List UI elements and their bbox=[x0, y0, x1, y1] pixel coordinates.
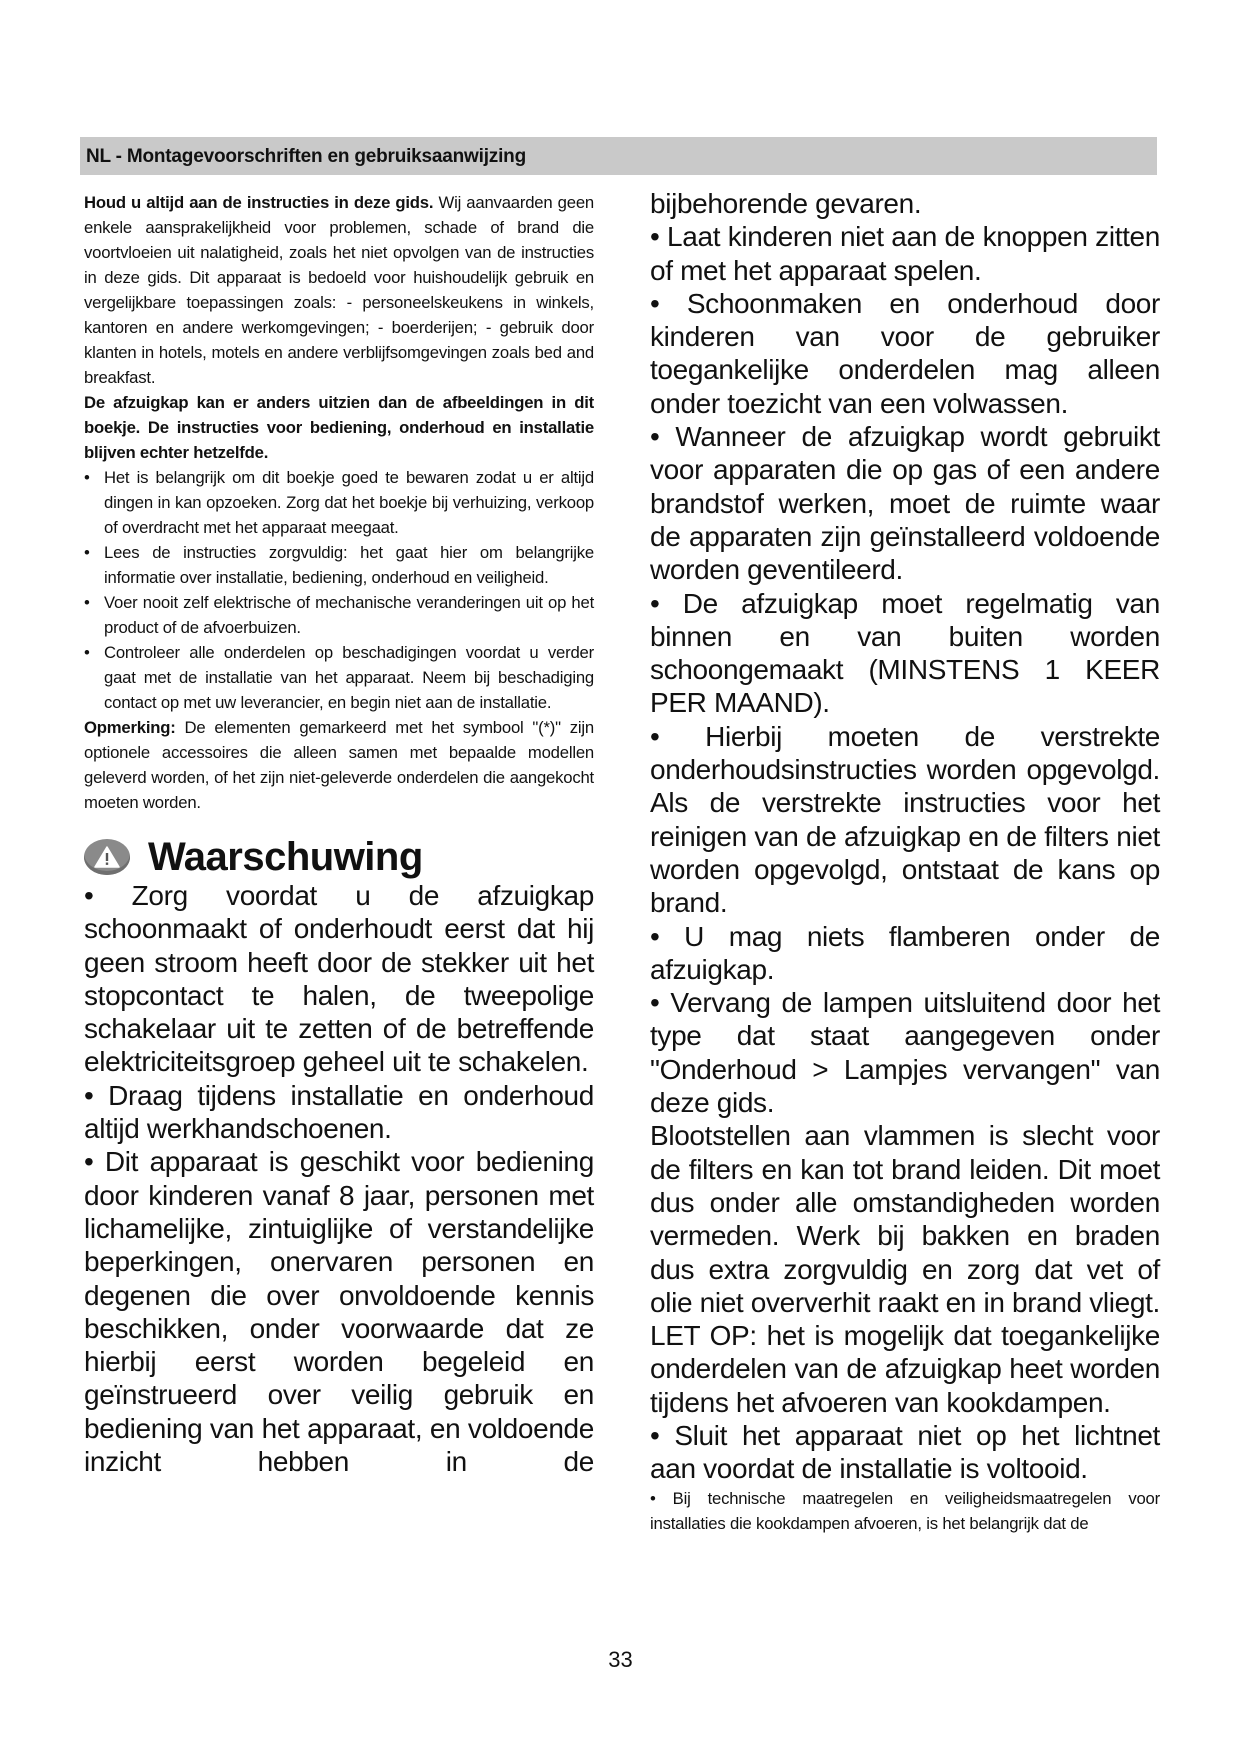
warning-triangle-icon bbox=[84, 839, 130, 875]
right-tail bbox=[650, 1486, 1160, 1536]
section-title: NL - Montagevoorschriften en gebruiksaanwijzing bbox=[86, 146, 526, 167]
intro-paragraph bbox=[84, 190, 594, 390]
right-paragraph: LET OP: het is mogelijk dat toegankelijke onderdelen van de afzuigkap heet worden tijdens het afvoeren van kookdampen. bbox=[650, 1320, 1160, 1418]
remark-text: De elementen gemarkeerd met het symbool "(*)" zijn optionele accessoires die alleen samen met bepaalde modellen geleverd worden, of het zijn niet-geleverde onderdelen die aangekocht moeten worden. bbox=[84, 718, 594, 812]
page-number: 33 bbox=[608, 1647, 633, 1672]
right-text bbox=[650, 187, 1160, 1486]
warning-paragraph: • Draag tijdens installatie en onderhoud altijd werkhandschoenen. bbox=[84, 1079, 594, 1145]
intro-block bbox=[84, 190, 594, 815]
remark-label: Opmerking: bbox=[84, 718, 176, 737]
right-paragraph: • De afzuigkap moet regelmatig van binnen en van buiten worden schoongemaakt (MINSTENS 1 KEER PER MAAND). bbox=[650, 587, 1160, 719]
warning-text bbox=[84, 879, 594, 1478]
right-paragraph: Blootstellen aan vlammen is slecht voor de filters en kan tot brand leiden. Dit moet dus onder alle omstandigheden worden vermeden. Werk bij bakken en braden dus extra zorgvuldig en zorg dat vet of olie niet oververhit raakt en in brand vliegt. bbox=[650, 1120, 1160, 1318]
tail-paragraph: • Bij technische maatregelen en veiligheidsmaatregelen voor installaties die kookdampen afvoeren, is het belangrijk dat de bbox=[650, 1488, 1160, 1533]
instruction-list bbox=[84, 465, 594, 715]
warning-paragraph: • Dit apparaat is geschikt voor bediening door kinderen vanaf 8 jaar, personen met lichamelijke, zintuiglijke of verstandelijke beperkingen, onervaren personen en degenen die over onvoldoende kennis beschikken, onder voorwaarde dat ze hierbij eerst worden begeleid en geïnstrueerd over veilig gebruik en bediening van het apparaat, en voldoende inzicht hebben in de bbox=[84, 1146, 594, 1478]
left-column bbox=[84, 190, 594, 1478]
section-header bbox=[80, 137, 1157, 175]
list-item: • Controleer alle onderdelen op beschadigingen voordat u verder gaat met de installatie van het apparaat. Neem bij beschadiging contact op met uw leverancier, en begin niet aan de installatie. bbox=[84, 640, 594, 715]
notice-paragraph: De afzuigkap kan er anders uitzien dan de afbeeldingen in dit boekje. De instructies voor bediening, onderhoud en installatie blijven echter hetzelfde. bbox=[84, 393, 594, 462]
warning-heading bbox=[84, 835, 594, 879]
right-paragraph: • Wanneer de afzuigkap wordt gebruikt voor apparaten die op gas of een andere brandstof werken, moet de ruimte waar de apparaten zijn geïnstalleerd voldoende worden geventileerd. bbox=[650, 421, 1160, 586]
remark-paragraph bbox=[84, 715, 594, 815]
warning-title: Waarschuwing bbox=[148, 835, 423, 879]
right-column bbox=[650, 187, 1160, 1536]
right-paragraph: • Hierbij moeten de verstrekte onderhoudsinstructies worden opgevolgd. Als de verstrekte instructies voor het reinigen van de afzuigkap en de filters niet worden opgevolgd, ontstaat de kans op brand. bbox=[650, 720, 1160, 919]
right-paragraph: • Schoonmaken en onderhoud door kinderen van voor de gebruiker toegankelijke onderdelen mag alleen onder toezicht van een volwassen. bbox=[650, 287, 1160, 419]
right-paragraph: bijbehorende gevaren. bbox=[650, 188, 922, 219]
list-item: • Voer nooit zelf elektrische of mechanische veranderingen uit op het product of de afvoerbuizen. bbox=[84, 590, 594, 640]
list-item: • Lees de instructies zorgvuldig: het gaat hier om belangrijke informatie over installatie, bediening, onderhoud en veiligheid. bbox=[84, 540, 594, 590]
right-paragraph: • Sluit het apparaat niet op het lichtnet aan voordat de installatie is voltooid. bbox=[650, 1419, 1160, 1485]
right-paragraph: • U mag niets flamberen onder de afzuigkap. bbox=[650, 920, 1160, 985]
intro-text: Wij aanvaarden geen enkele aansprakelijkheid voor problemen, schade of brand die voortvloeien uit nalatigheid, zoals het niet opvolgen van de instructies in deze gids. Dit apparaat is bedoeld voor huishoudelijk gebruik en vergelijkbare toepassingen zoals: - personeelskeukens in winkels, kantoren en andere werkomgevingen; - boerderijen; - gebruik door klanten in hotels, motels en andere verblijfsomgevingen zoals bed and breakfast. bbox=[84, 193, 594, 387]
list-item: • Het is belangrijk om dit boekje goed te bewaren zodat u er altijd dingen in kan opzoeken. Zorg dat het boekje bij verhuizing, verkoop of overdracht met het apparaat meegaat. bbox=[84, 465, 594, 540]
right-paragraph: • Laat kinderen niet aan de knoppen zitten of met het apparaat spelen. bbox=[650, 221, 1160, 286]
intro-bold: Houd u altijd aan de instructies in deze gids. bbox=[84, 193, 434, 212]
right-paragraph: • Vervang de lampen uitsluitend door het type dat staat aangegeven onder "Onderhoud > Lampjes vervangen" van deze gids. bbox=[650, 987, 1160, 1119]
warning-paragraph: • Zorg voordat u de afzuigkap schoonmaakt of onderhoudt eerst dat hij geen stroom heeft door de stekker uit het stopcontact te halen, de tweepolige schakelaar uit te zetten of de betreffende elektriciteitsgroep geheel uit te schakelen. bbox=[84, 880, 594, 1078]
